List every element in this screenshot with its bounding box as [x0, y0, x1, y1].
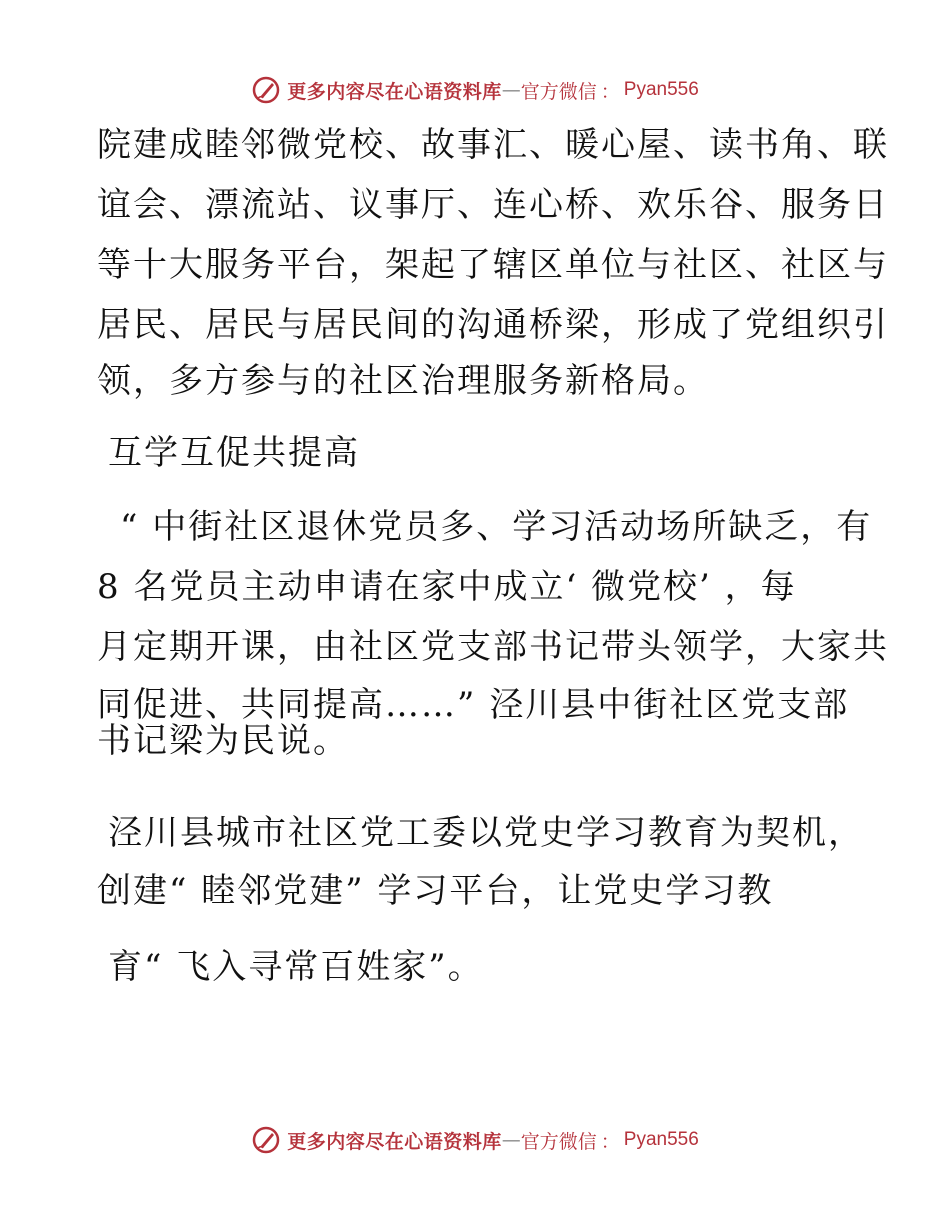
watermark-colon: ：	[600, 1130, 620, 1153]
paragraph-line: 泾川县城市社区党工委以党史学习教育为契机，	[108, 813, 864, 853]
paragraph-line: 月定期开课，由社区党支部书记带头领学，大家共	[97, 627, 889, 667]
section-heading: 互学互促共提高	[108, 433, 360, 473]
quill-pen-logo-icon	[251, 75, 281, 105]
watermark-dash: —	[501, 1129, 521, 1151]
paragraph-line: 谊会、漂流站、议事厅、连心桥、欢乐谷、服务日	[97, 185, 889, 225]
footer-watermark	[0, 1120, 950, 1160]
watermark-wechat-id: Pyan556	[623, 79, 699, 100]
paragraph-line: 居民、居民与居民间的沟通桥梁，形成了党组织引	[97, 305, 889, 345]
paragraph-line: 书记梁为民说。	[97, 721, 349, 761]
watermark-text: 更多内容尽在心语资料库	[287, 1130, 502, 1153]
watermark-wechat-id: Pyan556	[623, 1129, 699, 1150]
paragraph-line: 8 名党员主动申请在家中成立‘ 微党校’ ，每	[97, 567, 797, 607]
header-watermark	[0, 70, 950, 110]
paragraph-line: “ 中街社区退休党员多、学习活动场所缺乏，有	[120, 507, 873, 547]
paragraph-line: 等十大服务平台，架起了辖区单位与社区、社区与	[97, 245, 889, 285]
watermark-wechat-label: 官方微信	[520, 1130, 597, 1153]
paragraph-line: 领，多方参与的社区治理服务新格局。	[97, 361, 709, 401]
paragraph-line: 育“ 飞入寻常百姓家”。	[108, 947, 484, 987]
quill-pen-logo-icon	[251, 1125, 281, 1155]
watermark-colon: ：	[600, 80, 620, 103]
watermark-dash: —	[501, 79, 521, 101]
paragraph-line: 同促进、共同提高……” 泾川县中街社区党支部	[97, 685, 850, 725]
watermark-text: 更多内容尽在心语资料库	[287, 80, 502, 103]
paragraph-line: 创建“ 睦邻党建” 学习平台，让党史学习教	[97, 871, 774, 911]
watermark-wechat-label: 官方微信	[520, 80, 597, 103]
paragraph-line: 院建成睦邻微党校、故事汇、暖心屋、读书角、联	[97, 125, 889, 165]
